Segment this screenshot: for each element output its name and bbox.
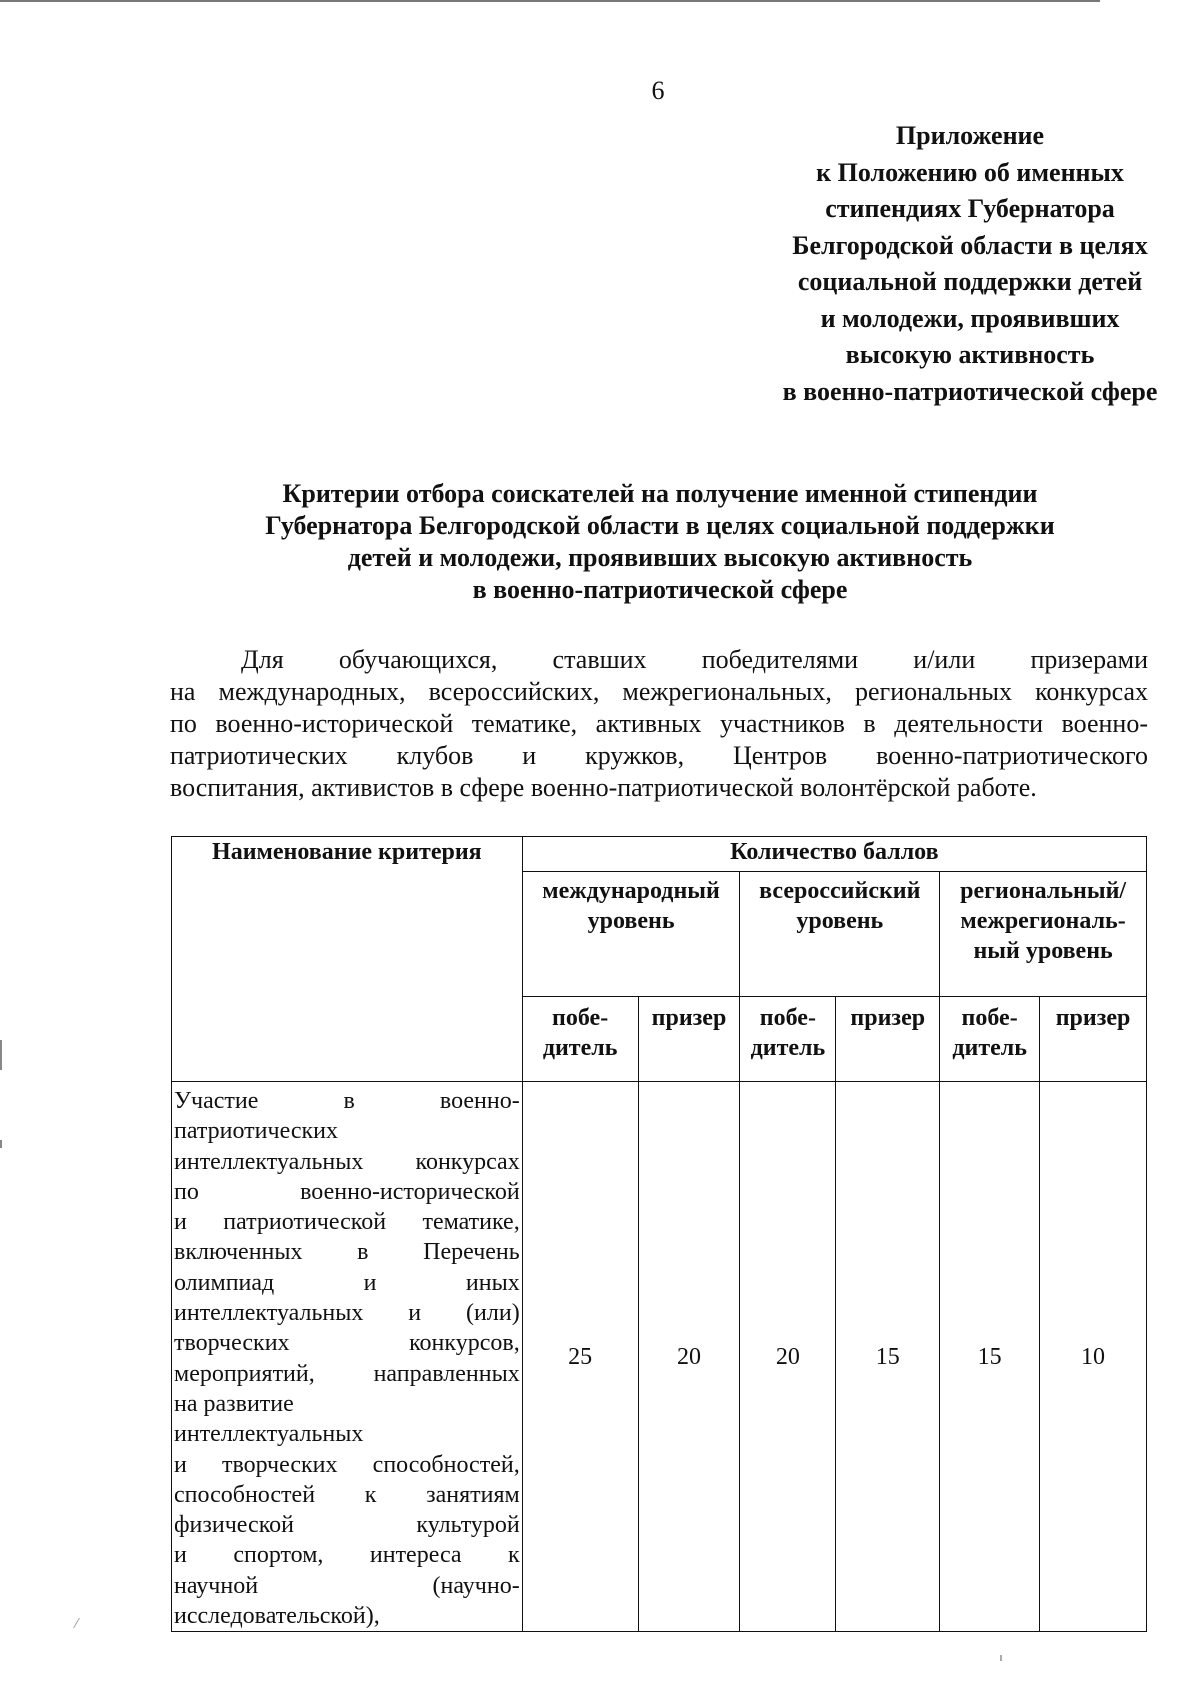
appendix-line: Белгородской области в целях	[792, 230, 1148, 260]
level-national-header: всероссийский уровень	[740, 872, 940, 997]
criterion-name-header: Наименование критерия	[172, 837, 523, 1082]
appendix-line: к Положению об именных	[816, 157, 1124, 187]
level-regional-header: региональный/ межрегиональ- ный уровень	[940, 872, 1147, 997]
criterion-line: мероприятий, направленных	[174, 1360, 520, 1387]
criterion-line: исследовательской),	[174, 1603, 380, 1630]
score-regional-winner: 15	[940, 1082, 1040, 1632]
criterion-line: способностей к занятиям	[174, 1481, 520, 1508]
role-winner-header: побе- дитель	[940, 997, 1040, 1082]
criterion-line: по военно-исторической	[174, 1178, 520, 1205]
criterion-line: патриотических	[174, 1118, 338, 1145]
title-line: Губернатора Белгородской области в целях социальной поддержки	[265, 511, 1055, 540]
score-national-prize: 15	[836, 1082, 940, 1632]
appendix-line: социальной поддержки детей	[797, 267, 1143, 296]
role-prize-header: призер	[836, 997, 940, 1082]
criterion-line: включенных в Перечень	[174, 1239, 520, 1266]
document-title	[170, 478, 1150, 606]
title-line: в военно-патриотической сфере	[472, 575, 848, 604]
appendix-line: в военно-патриотической сфере	[782, 376, 1158, 406]
criterion-line: и спортом, интереса к	[174, 1542, 520, 1569]
scan-edge-left	[0, 1140, 2, 1148]
criterion-text-cell	[172, 1082, 523, 1632]
criterion-line: научной (научно-	[174, 1572, 520, 1599]
criterion-line: и творческих способностей,	[174, 1451, 520, 1478]
appendix-line: Приложение	[895, 121, 1045, 150]
level-international-header: международный уровень	[522, 872, 740, 997]
criteria-table	[171, 836, 1147, 1632]
intro-line: на международных, всероссийских, межрегиональных, региональных конкурсах	[170, 677, 1148, 706]
intro-line: патриотических клубов и кружков, Центров военно-патриотического	[170, 741, 1148, 770]
criterion-line: творческих конкурсов,	[174, 1330, 520, 1357]
criterion-line: интеллектуальных конкурсах	[174, 1148, 520, 1175]
criterion-line: интеллектуальных и (или)	[174, 1300, 520, 1327]
criterion-line: на развитие	[174, 1390, 294, 1417]
intro-line: воспитания, активистов в сфере военно-патриотической волонтёрской работе.	[170, 773, 1037, 802]
appendix-line: стипендиях Губернатора	[825, 194, 1115, 223]
criterion-line: олимпиад и иных	[174, 1269, 520, 1296]
criterion-line: и патриотической тематике,	[174, 1209, 520, 1236]
intro-line: по военно-исторической тематике, активных участников в деятельности военно-	[170, 709, 1148, 738]
intro-paragraph	[170, 644, 1148, 804]
role-prize-header: призер	[638, 997, 740, 1082]
role-winner-header: побе- дитель	[740, 997, 836, 1082]
points-header: Количество баллов	[522, 837, 1146, 872]
score-international-winner: 25	[522, 1082, 638, 1632]
page-number: 6	[651, 76, 665, 105]
role-prize-header: призер	[1040, 997, 1147, 1082]
table-row	[172, 1082, 1147, 1632]
score-national-winner: 20	[740, 1082, 836, 1632]
criterion-line: интеллектуальных	[174, 1421, 364, 1448]
scan-speck	[73, 1618, 86, 1628]
criterion-line: физической культурой	[174, 1512, 520, 1539]
title-line: детей и молодежи, проявивших высокую активность	[347, 543, 973, 572]
scan-edge-top	[0, 0, 1100, 2]
title-line: Критерии отбора соискателей на получение именной стипендии	[282, 479, 1038, 508]
score-international-prize: 20	[638, 1082, 740, 1632]
role-winner-header: побе- дитель	[522, 997, 638, 1082]
appendix-line: и молодежи, проявивших	[820, 303, 1120, 333]
appendix-block	[700, 118, 1200, 410]
scan-edge-left	[0, 1040, 2, 1070]
intro-line: Для обучающихся, ставших победителями и/или призерами	[241, 645, 1148, 674]
scan-speck	[1000, 1655, 1002, 1661]
appendix-line: высокую активность	[845, 340, 1095, 369]
score-regional-prize: 10	[1040, 1082, 1147, 1632]
criterion-line: Участие в военно-	[174, 1088, 520, 1114]
